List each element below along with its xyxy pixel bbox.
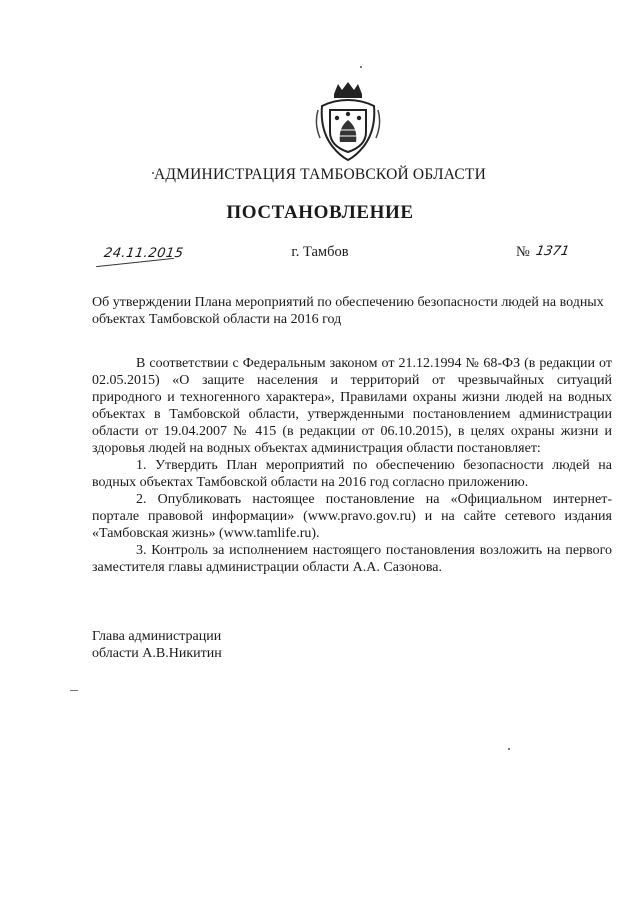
scan-speck bbox=[360, 66, 362, 68]
coat-of-arms-icon bbox=[312, 80, 384, 164]
scan-speck bbox=[70, 690, 78, 691]
document-city: г. Тамбов bbox=[291, 244, 349, 260]
document-subject: Об утверждении Плана мероприятий по обеспечению безопасности людей на водных объектах Тамбовской области на 2016 год bbox=[92, 295, 604, 327]
body-paragraph-item-1: 1. Утвердить План мероприятий по обеспечению безопасности людей на водных объектах Тамбовской области на 2016 год согласно приложению. bbox=[92, 458, 612, 490]
document-number: 1371 bbox=[534, 244, 571, 259]
document-title: ПОСТАНОВЛЕНИЕ bbox=[226, 202, 414, 223]
body-paragraph-item-3: 3. Контроль за исполнением настоящего постановления возложить на первого заместителя главы администрации области А.А. Сазонова. bbox=[92, 543, 612, 575]
document-date: 24.11.2015 bbox=[102, 246, 185, 261]
body-paragraph-item-2: 2. Опубликовать настоящее постановление на «Официальном интернет-портале правовой информации» (www.pravo.gov.ru) и на сайте сетевого издания «Тамбовская жизнь» (www.tamlife.ru). bbox=[92, 492, 612, 541]
number-label: № bbox=[516, 244, 530, 260]
scan-speck bbox=[508, 748, 510, 750]
scan-speck bbox=[152, 172, 154, 174]
signature-block bbox=[92, 628, 222, 662]
signature-name: области А.В.Никитин bbox=[92, 646, 222, 661]
signature-title: Глава администрации bbox=[92, 629, 222, 644]
body-paragraph-preamble: В соответствии с Федеральным законом от 21.12.1994 № 68-ФЗ (в редакции от 02.05.2015) «О защите населения и территорий от чрезвычайных ситуаций природного и техногенного характера», Правилами охраны жизни людей на водных объектах в Тамбовской области, утвержденными постановлением администрации области от 19.04.2007 № 415 (в редакции от 06.10.2015), в целях охраны жизни и здоровья людей на водных объектах администрация области постановляет: bbox=[92, 356, 612, 456]
organization-name: АДМИНИСТРАЦИЯ ТАМБОВСКОЙ ОБЛАСТИ bbox=[154, 166, 486, 183]
document-body bbox=[92, 355, 612, 576]
